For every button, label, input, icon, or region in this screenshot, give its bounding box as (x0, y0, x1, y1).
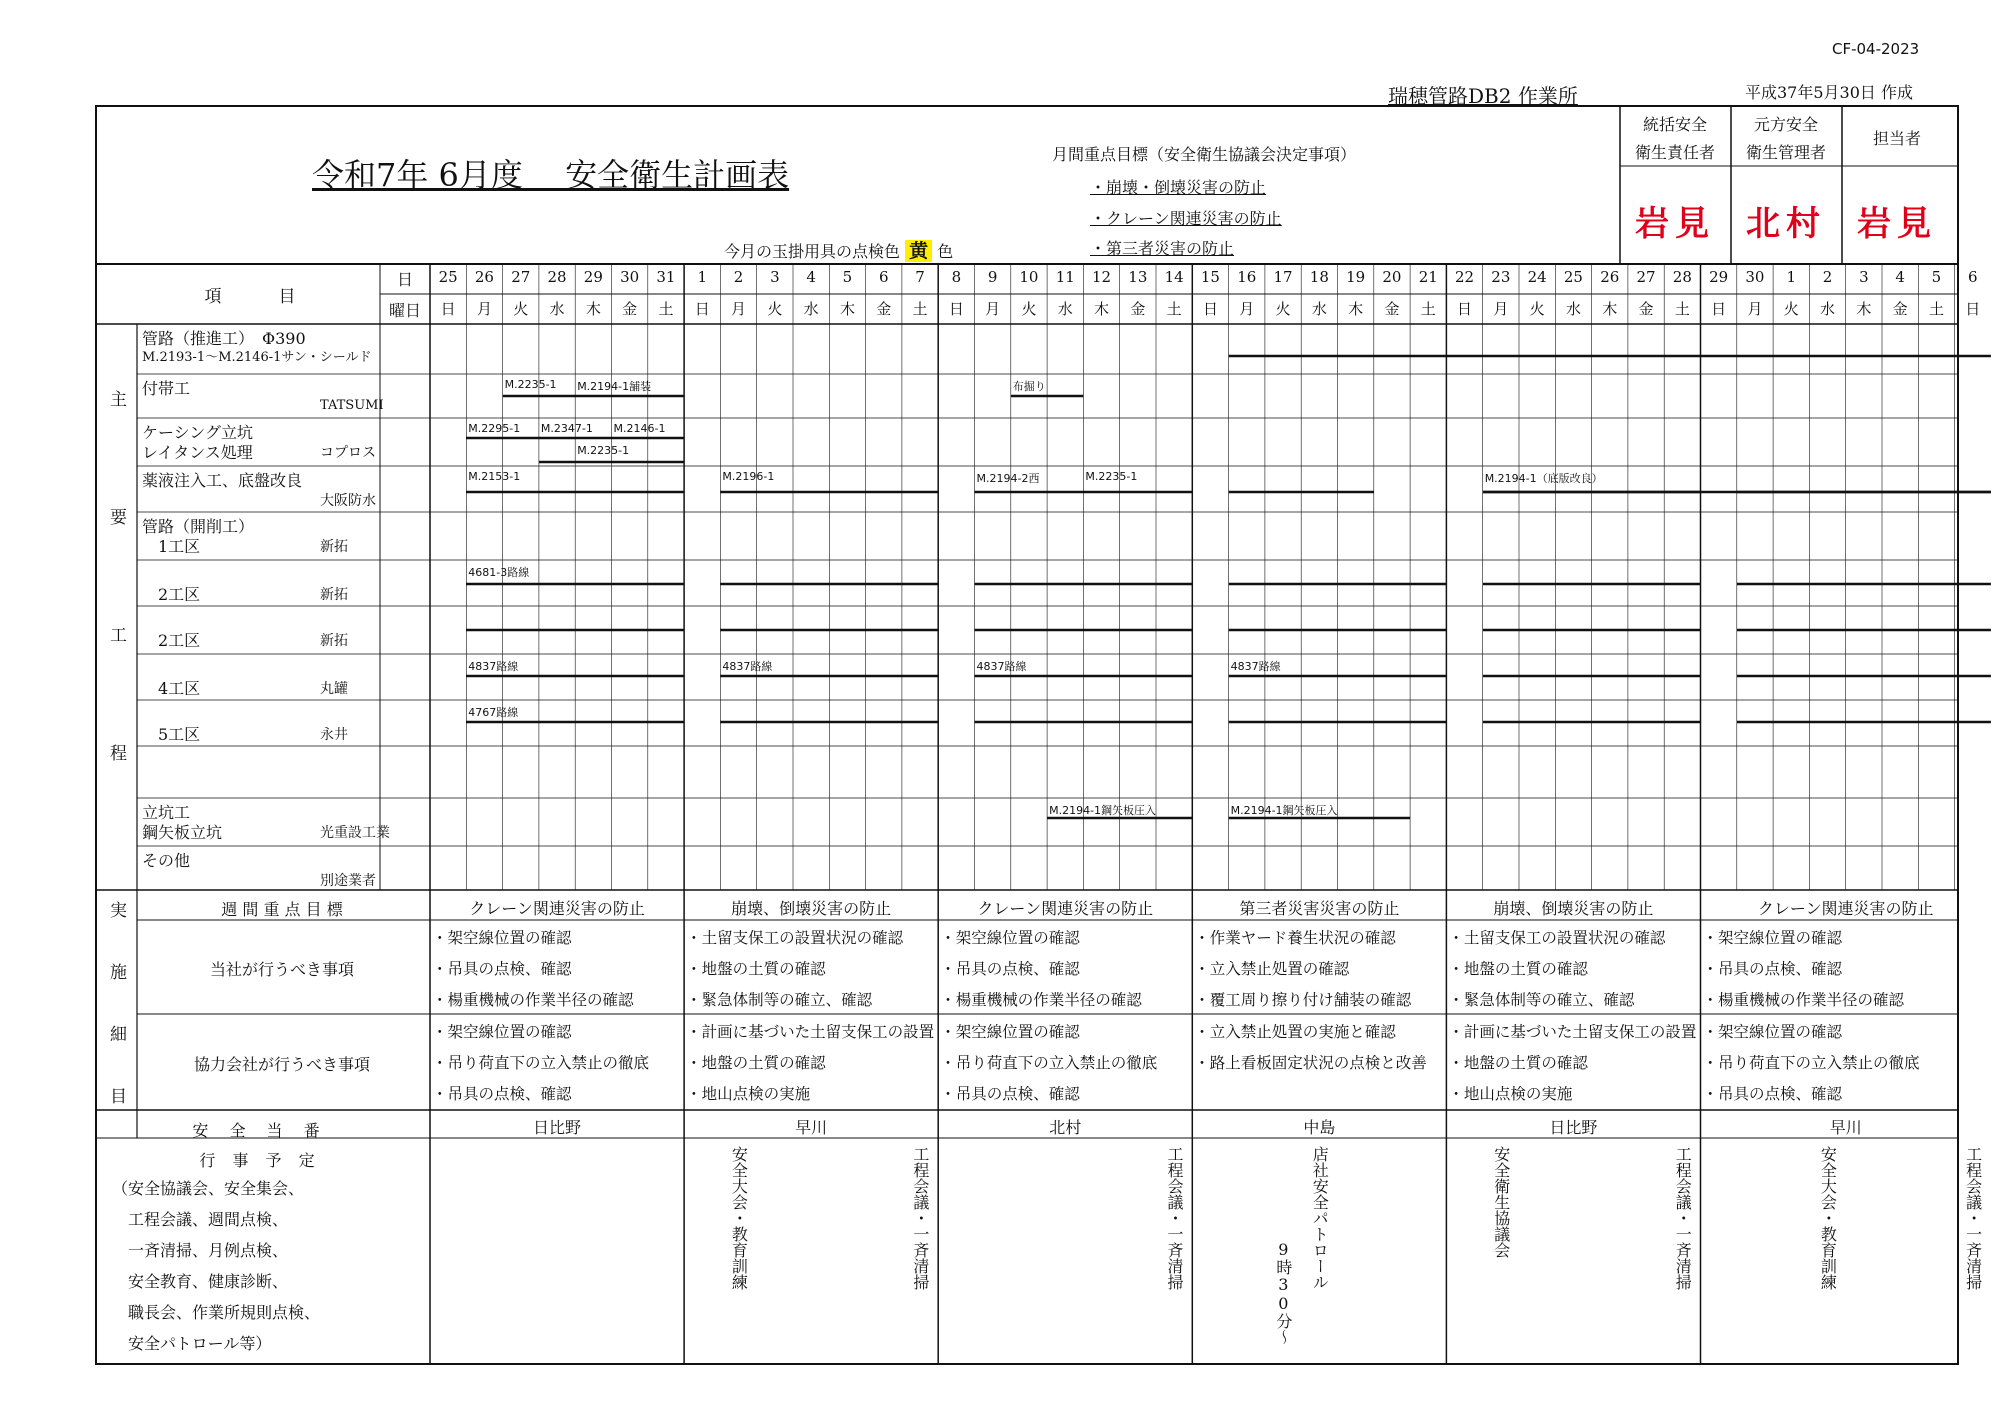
day-number: 17 (1273, 268, 1293, 286)
weekly-goal: クレーン関連災害の防止 (469, 899, 645, 918)
weekday-label: 土 (658, 300, 674, 318)
weekday-label: 火 (767, 300, 783, 318)
weekday-label: 木 (1602, 300, 1618, 318)
events-label-line: （安全協議会、安全集会、 (112, 1179, 305, 1198)
safety-duty-name: 早川 (795, 1118, 828, 1137)
inspection-color-prefix: 今月の玉掛用具の点検色 (724, 242, 901, 261)
events-label-line: 工程会議、週間点検、 (112, 1210, 289, 1229)
item-contractor: 新拓 (320, 633, 348, 649)
company-duty-item: ・作業ヤード養生状況の確認 (1194, 929, 1396, 947)
created-date: 平成37年5月30日 作成 (1745, 83, 1913, 102)
weekly-goal: クレーン関連災害の防止 (977, 899, 1154, 918)
company-duty-item: ・吊具の点検、確認 (432, 960, 572, 978)
weekday-label: 金 (1638, 300, 1654, 318)
weekday-label: 木 (585, 300, 601, 318)
weekday-label: 金 (1130, 300, 1146, 318)
day-number: 6 (1967, 268, 1978, 286)
approval-title: 元方安全 (1753, 115, 1818, 134)
item-contractor: 丸罐 (320, 681, 348, 697)
day-number: 29 (1709, 268, 1729, 286)
day-number: 4 (1895, 268, 1905, 286)
weekday-label: 土 (1928, 300, 1944, 318)
bar-label: 4837路線 (1230, 660, 1281, 673)
day-number: 15 (1200, 268, 1220, 286)
weekday-label: 土 (1166, 300, 1182, 318)
events-label-line: 安全教育、健康診断、 (112, 1272, 289, 1291)
events-label-line: 職長会、作業所規則点検、 (112, 1303, 321, 1322)
partner-duty-item: ・地盤の土質の確認 (1448, 1054, 1588, 1072)
header-item: 項 目 (204, 287, 316, 307)
event-entry: 安全大会・教育訓練 (729, 1146, 749, 1290)
approval-seal: 岩見 (1857, 204, 1937, 244)
partner-duty-item: ・計画に基づいた土留支保工の設置 (1448, 1023, 1697, 1041)
day-number: 1 (697, 268, 708, 286)
safety-duty-name: 中島 (1303, 1118, 1336, 1137)
weekly-goal: 崩壊、倒壊災害の防止 (1493, 899, 1654, 918)
day-number: 2 (1822, 268, 1833, 286)
day-number: 25 (438, 268, 458, 286)
day-number: 26 (1600, 268, 1620, 286)
weekday-label: 火 (1529, 300, 1545, 318)
day-number: 21 (1418, 268, 1438, 286)
item-name: 立坑工 (142, 803, 191, 822)
day-number: 1 (1786, 268, 1797, 286)
header-weekday: 曜日 (388, 301, 421, 320)
weekday-label: 日 (694, 300, 710, 318)
weekday-label: 日 (1202, 300, 1218, 318)
partner-duty-item: ・架空線位置の確認 (1702, 1023, 1843, 1041)
day-number: 27 (511, 268, 531, 286)
bar-label: M.2347-1 (540, 422, 593, 435)
item-name: 薬液注入工、底盤改良 (142, 471, 303, 490)
weekly-goal: クレーン関連災害の防止 (1757, 899, 1934, 918)
bar-label: M.2235-1 (504, 378, 557, 391)
company-duty-item: ・架空線位置の確認 (432, 929, 572, 947)
day-number: 3 (1859, 268, 1869, 286)
weekday-label: 月 (1493, 300, 1509, 318)
day-number: 7 (915, 268, 925, 286)
day-number: 3 (770, 268, 780, 286)
approval-title: 担当者 (1872, 129, 1921, 148)
page-title: 令和7年 6月度 安全衛生計画表 (312, 156, 790, 194)
partner-duty-item: ・地山点検の実施 (1448, 1085, 1573, 1103)
event-entry: 工程会議・一斉清掃 (1165, 1146, 1184, 1290)
day-number: 5 (1931, 268, 1942, 286)
company-duty-item: ・吊具の点検、確認 (1702, 960, 1843, 978)
partner-duty-item: ・地盤の土質の確認 (686, 1054, 826, 1072)
header-day: 日 (396, 270, 413, 289)
weekday-label: 火 (1783, 300, 1799, 318)
day-number: 30 (1745, 268, 1765, 286)
partner-duty-item: ・計画に基づいた土留支保工の設置 (686, 1023, 935, 1041)
event-entry: 9時30分〜 (1273, 1240, 1293, 1345)
day-number: 12 (1091, 268, 1112, 286)
bar-label: M.2153-1 (468, 470, 521, 483)
company-duty-item: ・楊重機械の作業半径の確認 (1702, 991, 1905, 1009)
partner-duty-item: ・立入禁止処置の実施と確認 (1194, 1023, 1396, 1041)
partner-duty-item: ・路上看板固定状況の点検と改善 (1194, 1054, 1427, 1072)
weekday-label: 金 (622, 300, 638, 318)
weekly-goal: 第三者災害災害の防止 (1239, 899, 1400, 918)
events-label-line: 一斉清掃、月例点検、 (112, 1241, 289, 1260)
weekday-label: 木 (1094, 300, 1110, 318)
day-number: 6 (878, 268, 889, 286)
day-number: 28 (1672, 268, 1692, 286)
item-detail: 鋼矢板立坑 (142, 823, 223, 842)
item-name: 管路（開削工） (142, 517, 255, 536)
item-name: 付帯工 (142, 379, 191, 398)
day-number: 19 (1346, 268, 1366, 286)
day-number: 28 (547, 268, 567, 286)
day-number: 26 (474, 268, 494, 286)
day-number: 4 (806, 268, 816, 286)
main-process-label: 主 (110, 390, 127, 410)
safety-duty-label: 安 全 当 番 (192, 1121, 328, 1140)
events-label-line: 安全パトロール等） (112, 1334, 272, 1353)
weekday-label: 日 (948, 300, 964, 318)
monthly-goals-heading: 月間重点目標（安全衛生協議会決定事項） (1052, 145, 1357, 164)
monthly-goal-item: ・第三者災害の防止 (1090, 239, 1235, 258)
day-number: 31 (656, 268, 676, 286)
company-duty-item: ・吊具の点検、確認 (940, 960, 1080, 978)
bar-label: 布掘り (1012, 380, 1046, 393)
weekday-label: 水 (1820, 300, 1836, 318)
weekday-label: 月 (476, 300, 492, 318)
bar-label: 4837路線 (976, 660, 1027, 673)
weekday-label: 水 (549, 300, 565, 318)
weekday-label: 水 (1565, 300, 1581, 318)
item-contractor: 大阪防水 (320, 493, 376, 509)
main-process-label: 工 (110, 626, 127, 646)
bar-label: 4681-3路線 (468, 566, 530, 579)
bar-label: M.2194-2西 (976, 472, 1040, 485)
day-number: 16 (1237, 268, 1257, 286)
event-entry: 安全大会・教育訓練 (1818, 1146, 1838, 1290)
partner-duty-item: ・架空線位置の確認 (940, 1023, 1080, 1041)
partner-duty-item: ・吊り荷直下の立入禁止の徹底 (940, 1054, 1158, 1072)
item-name: 管路（推進工） Φ390 (142, 329, 306, 348)
safety-duty-name: 日比野 (533, 1118, 582, 1137)
company-duty-item: ・緊急体制等の確立、確認 (1448, 991, 1635, 1009)
impl-label: 施 (110, 963, 127, 983)
weekday-label: 水 (1057, 300, 1073, 318)
bar-label: 4837路線 (722, 660, 773, 673)
partner-duty-item: ・吊具の点検、確認 (1702, 1085, 1843, 1103)
item-contractor: コプロス (320, 445, 376, 461)
item-contractor: 新拓 (320, 587, 348, 603)
company-duty-item: ・地盤の土質の確認 (1448, 960, 1588, 978)
day-number: 13 (1128, 268, 1148, 286)
partner-duty-item: ・吊り荷直下の立入禁止の徹底 (432, 1054, 650, 1072)
bar-label: M.2235-1 (1085, 470, 1138, 483)
impl-label: 実 (110, 901, 127, 921)
safety-duty-name: 日比野 (1549, 1118, 1598, 1137)
approval-seal: 北村 (1746, 204, 1826, 244)
approval-title: 衛生責任者 (1634, 143, 1715, 162)
approval-title: 衛生管理者 (1745, 143, 1826, 162)
day-number: 14 (1164, 268, 1184, 286)
company-duty-item: ・架空線位置の確認 (940, 929, 1080, 947)
day-number: 30 (620, 268, 640, 286)
event-entry: 工程会議・一斉清掃 (1673, 1146, 1693, 1290)
partner-duty-label: 協力会社が行うべき事項 (193, 1055, 370, 1074)
weekly-goal: 崩壊、倒壊災害の防止 (731, 899, 892, 918)
partner-duty-item: ・架空線位置の確認 (432, 1023, 572, 1041)
approval-title: 統括安全 (1642, 115, 1707, 134)
day-number: 9 (987, 268, 998, 286)
item-detail: レイタンス処理 (142, 443, 253, 462)
weekday-label: 日 (1457, 300, 1473, 318)
weekday-label: 水 (1311, 300, 1327, 318)
bar-label: M.2194-1鋼矢板圧入 (1230, 804, 1338, 817)
weekday-label: 日 (1711, 300, 1727, 318)
doc-code: CF-04-2023 (1832, 40, 1920, 58)
weekday-label: 火 (1021, 300, 1037, 318)
company-duty-item: ・緊急体制等の確立、確認 (686, 991, 873, 1009)
day-number: 22 (1454, 268, 1475, 286)
item-contractor: TATSUMI (320, 398, 384, 413)
item-detail: 2工区 (142, 631, 201, 650)
weekday-label: 火 (1275, 300, 1291, 318)
company-duty-item: ・土留支保工の設置状況の確認 (1448, 929, 1666, 947)
item-detail: 1工区 (142, 537, 201, 556)
bar-label: 4837路線 (468, 660, 519, 673)
bar-label: M.2196-1 (722, 470, 775, 483)
safety-duty-name: 早川 (1829, 1118, 1862, 1137)
approval-seal: 岩見 (1635, 204, 1715, 244)
events-title: 行 事 予 定 (199, 1151, 321, 1170)
item-contractor: 永井 (320, 727, 348, 743)
company-duty-item: ・土留支保工の設置状況の確認 (686, 929, 904, 947)
item-detail: 4工区 (142, 679, 201, 698)
weekday-label: 土 (912, 300, 928, 318)
day-number: 2 (733, 268, 744, 286)
weekday-label: 金 (1892, 300, 1908, 318)
weekday-label: 土 (1420, 300, 1436, 318)
company-duty-item: ・架空線位置の確認 (1702, 929, 1843, 947)
weekday-label: 月 (1239, 300, 1255, 318)
weekday-label: 金 (876, 300, 892, 318)
day-number: 24 (1527, 268, 1547, 286)
partner-duty-item: ・吊具の点検、確認 (432, 1085, 572, 1103)
bar-label: 4767路線 (468, 706, 519, 719)
weekday-label: 月 (985, 300, 1001, 318)
weekday-label: 日 (440, 300, 456, 318)
weekday-label: 日 (1965, 300, 1981, 318)
event-entry: 工程会議・一斉清掃 (910, 1146, 930, 1290)
item-name: その他 (142, 851, 191, 870)
weekday-label: 金 (1384, 300, 1400, 318)
item-detail: 5工区 (142, 725, 201, 744)
bar-label: M.2146-1 (613, 422, 666, 435)
monthly-goal-item: ・崩壊・倒壊災害の防止 (1090, 178, 1267, 197)
weekday-label: 土 (1674, 300, 1690, 318)
partner-duty-item: ・吊り荷直下の立入禁止の徹底 (1702, 1054, 1920, 1072)
weekday-label: 木 (839, 300, 855, 318)
weekday-label: 木 (1348, 300, 1364, 318)
day-number: 5 (842, 268, 853, 286)
day-number: 20 (1382, 268, 1402, 286)
item-detail: 2工区 (142, 585, 201, 604)
day-number: 11 (1055, 268, 1075, 286)
impl-label: 目 (110, 1087, 127, 1107)
day-number: 8 (951, 268, 962, 286)
weekday-label: 月 (1747, 300, 1763, 318)
event-entry: 店社安全パトロール (1310, 1146, 1330, 1290)
event-entry: 工程会議・一斉清掃 (1963, 1146, 1983, 1290)
weekday-label: 火 (513, 300, 529, 318)
weekday-label: 木 (1856, 300, 1872, 318)
day-number: 23 (1491, 268, 1511, 286)
day-number: 27 (1636, 268, 1656, 286)
bar-label: M.2194-1鋼矢板圧入 (1049, 804, 1157, 817)
event-entry: 安全衛生協議会 (1491, 1146, 1511, 1258)
inspection-color-value: 黄 (905, 240, 932, 262)
bar-label: M.2194-1舗装 (577, 380, 652, 393)
company-duty-item: ・楊重機械の作業半径の確認 (940, 991, 1142, 1009)
inspection-color-suffix: 色 (937, 242, 954, 261)
main-process-label: 要 (110, 508, 127, 528)
weekday-label: 月 (731, 300, 747, 318)
company-duty-item: ・覆工周り擦り付け舗装の確認 (1194, 991, 1412, 1009)
company-duty-item: ・楊重機械の作業半径の確認 (432, 991, 634, 1009)
company-duty-item: ・地盤の土質の確認 (686, 960, 826, 978)
partner-duty-item: ・吊具の点検、確認 (940, 1085, 1080, 1103)
day-number: 18 (1309, 268, 1329, 286)
item-contractor: 別途業者 (320, 873, 376, 889)
item-contractor: 新拓 (320, 539, 348, 555)
weekday-label: 水 (803, 300, 819, 318)
day-number: 25 (1563, 268, 1583, 286)
monthly-goal-item: ・クレーン関連災害の防止 (1090, 209, 1282, 228)
company-duty-label: 当社が行うべき事項 (209, 960, 354, 979)
item-detail: M.2193-1～M.2146-1サン・シールド (142, 350, 372, 365)
company-duty-item: ・立入禁止処置の確認 (1194, 960, 1350, 978)
day-number: 10 (1019, 268, 1039, 286)
partner-duty-item: ・地山点検の実施 (686, 1085, 811, 1103)
safety-duty-name: 北村 (1049, 1118, 1082, 1137)
office-name: 瑞穂管路DB2 作業所 (1388, 84, 1578, 108)
main-process-label: 程 (110, 744, 127, 764)
bar-label: M.2295-1 (468, 422, 521, 435)
weekly-goal-label: 週 間 重 点 目 標 (221, 900, 343, 919)
day-number: 29 (583, 268, 603, 286)
bar-label: M.2235-1 (577, 444, 630, 457)
item-contractor: 光重設工業 (320, 825, 390, 841)
item-name: ケーシング立坑 (142, 423, 253, 442)
bar-label: M.2194-1（底版改良） (1484, 472, 1603, 485)
impl-label: 細 (110, 1025, 127, 1045)
